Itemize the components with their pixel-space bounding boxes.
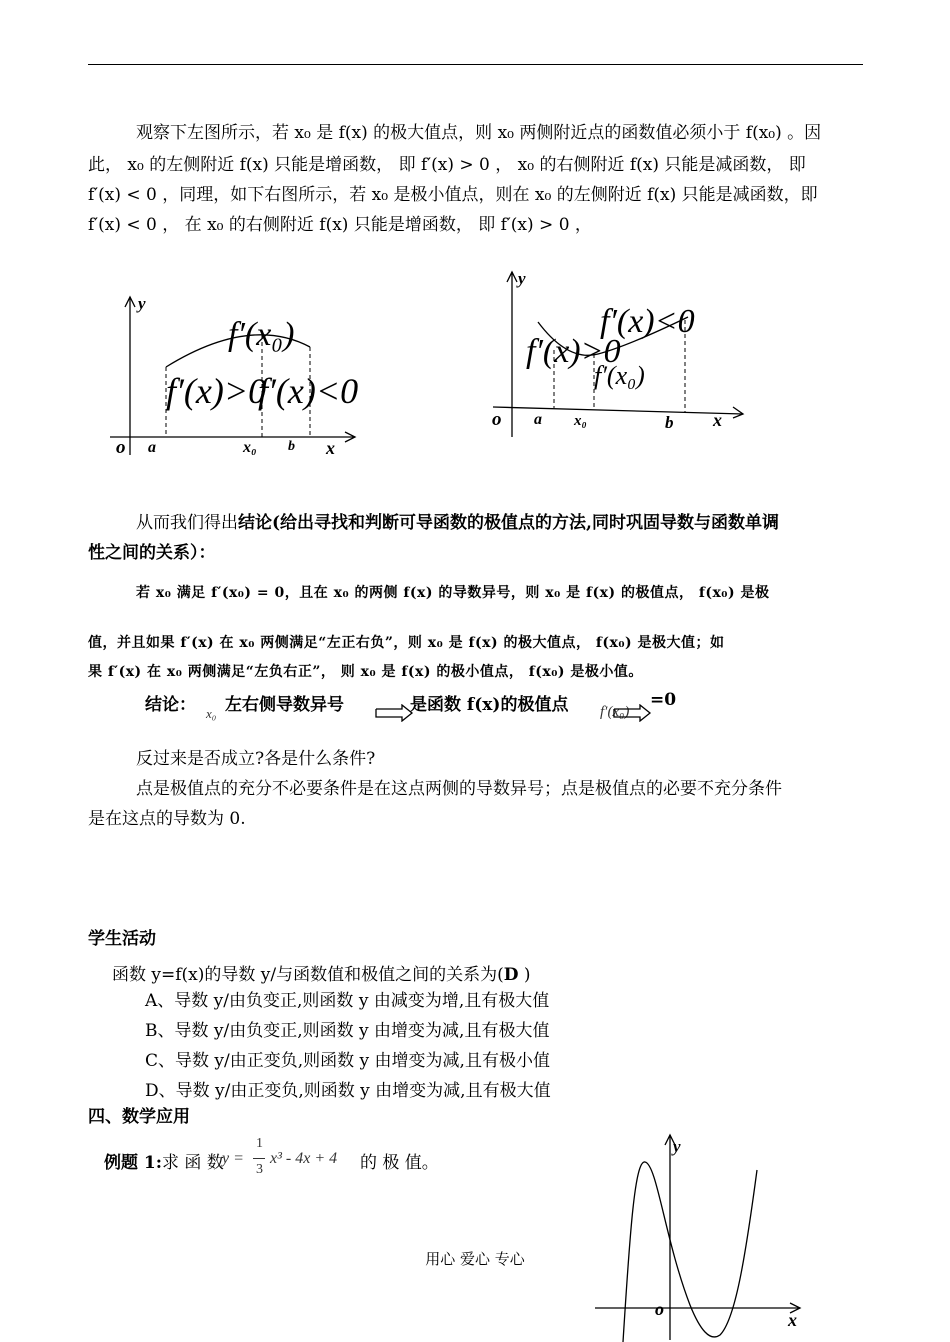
- figure-cubic: [585, 1130, 810, 1342]
- conclusion-rule-1: 若 x₀ 满足 f′(x₀) = 0，且在 x₀ 的两侧 f(x) 的导数异号，则 x₀ 是 f(x) 的极值点， f(x₀) 是极: [136, 585, 770, 601]
- activity-answer: D: [503, 965, 519, 985]
- fraction-bar: [253, 1158, 265, 1159]
- fig-right-left-label: f′(x)>0: [526, 333, 621, 370]
- example-1: [104, 1148, 224, 1173]
- activity-stem: 函数 y=f(x)的导数 y/与函数值和极值之间的关系为(D ): [112, 965, 531, 985]
- answer-line-2: 是在这点的导数为 0.: [88, 809, 246, 829]
- conclusion-bold-2: 性之间的关系）：: [88, 543, 216, 563]
- conclusion-lead: 从而我们得出: [136, 513, 238, 533]
- fig-right-origin: o: [492, 409, 502, 430]
- intro-line-2: 此， x₀ 的左侧附近 f(x) 只能是增函数， 即 f′(x) > 0 ， x₀ 的右侧附近 f(x) 只能是减函数， 即: [88, 155, 806, 175]
- fig-left-x0: x₀: [243, 439, 257, 456]
- summary-label: 结论：: [145, 695, 196, 715]
- fig-left-y-label: y: [138, 294, 146, 313]
- intro-line-3: f′(x) < 0 ，同理，如下右图所示，若 x₀ 是极小值点，则在 x₀ 的左侧附近 f(x) 只能是减函数，即: [88, 185, 818, 205]
- fig-left-left-label: f′(x)>0: [166, 371, 267, 411]
- section-4-heading: 四、数学应用: [88, 1107, 190, 1127]
- fig-right-a: a: [534, 411, 542, 428]
- option-a: A、导数 y/由负变正,则函数 y 由减变为增,且有极大值: [145, 991, 550, 1011]
- summary-fx: f′(x₀): [600, 704, 630, 720]
- example-1-lead: 求 函 数: [162, 1153, 224, 1173]
- page-footer: 用心 爱心 专心: [425, 1250, 525, 1268]
- implies-arrow-icon: [374, 704, 414, 722]
- fig-right-right-label: f′(x)<0: [600, 303, 695, 340]
- figure-minimum: [488, 262, 758, 437]
- example-1-func: x³ - 4x + 4: [270, 1150, 338, 1167]
- header-rule: [88, 64, 863, 65]
- answer-line-1: 点是极值点的充分不必要条件是在这点两侧的导数异号；点是极值点的必要不充分条件: [136, 779, 782, 799]
- conclusion-bold-1: 结论(给出寻找和判断可导函数的极值点的方法,同时巩固导数与函数单调: [238, 513, 779, 533]
- summary-x0: x₀: [206, 706, 217, 721]
- fig-right-bottom-label: f′(x₀): [594, 361, 645, 390]
- fig-right-y-label: y: [518, 269, 526, 288]
- fig-cubic-y-label: y: [673, 1137, 681, 1156]
- example-1-label: 例题 1:: [104, 1153, 163, 1173]
- fig-right-b: b: [665, 413, 674, 432]
- conclusion-rule-2: 值，并且如果 f′(x) 在 x₀ 两侧满足“左正右负”，则 x₀ 是 f(x) 的极大值点， f(x₀) 是极大值；如: [88, 635, 725, 651]
- fig-left-top-label: f′(x₀): [228, 316, 295, 353]
- fig-cubic-x-label: x: [788, 1310, 797, 1330]
- summary-eq: =0: [650, 690, 677, 710]
- fig-right-x0: x₀: [574, 413, 587, 429]
- figure-maximum: [100, 285, 370, 465]
- option-b: B、导数 y/由负变正,则函数 y 由增变为减,且有极大值: [145, 1021, 550, 1041]
- conclusion-line-1: [88, 508, 863, 538]
- conclusion-rule-3: 果 f′(x) 在 x₀ 两侧满足“左负右正”， 则 x₀ 是 f(x) 的极小值点， f(x₀) 是极小值。: [88, 664, 643, 680]
- activity-heading: 学生活动: [88, 929, 156, 949]
- fig-left-a: a: [148, 439, 156, 456]
- option-c: C、导数 y/由正变负,则函数 y 由增变为减,且有极小值: [145, 1051, 550, 1071]
- summary-result: 是函数 f(x)的极值点: [410, 695, 569, 715]
- example-1-y: y =: [222, 1150, 244, 1167]
- intro-line-4: f′(x) < 0 ， 在 x₀ 的右侧附近 f(x) 只能是增函数， 即 f′(x) > 0 ，: [88, 215, 592, 235]
- intro-line-1: 观察下左图所示，若 x₀ 是 f(x) 的极大值点，则 x₀ 两侧附近点的函数值必须小于 f(x₀) 。因: [136, 123, 822, 143]
- fig-left-x-label: x: [326, 438, 335, 458]
- implies-arrow-icon-2: [612, 704, 652, 722]
- fig-left-right-label: f′(x)<0: [258, 371, 359, 411]
- example-1-den: 3: [256, 1162, 263, 1177]
- example-1-num: 1: [256, 1136, 263, 1151]
- fig-right-x-label: x: [713, 410, 722, 430]
- option-d: D、导数 y/由正变负,则函数 y 由增变为减,且有极大值: [145, 1081, 551, 1101]
- fig-left-origin: o: [116, 437, 126, 458]
- fig-left-b: b: [288, 439, 295, 454]
- summary-text: 左右侧导数异号: [225, 695, 344, 715]
- fig-cubic-origin: o: [655, 1299, 664, 1319]
- question: 反过来是否成立?各是什么条件?: [136, 749, 376, 769]
- example-1-tail: 的 极 值。: [360, 1153, 439, 1173]
